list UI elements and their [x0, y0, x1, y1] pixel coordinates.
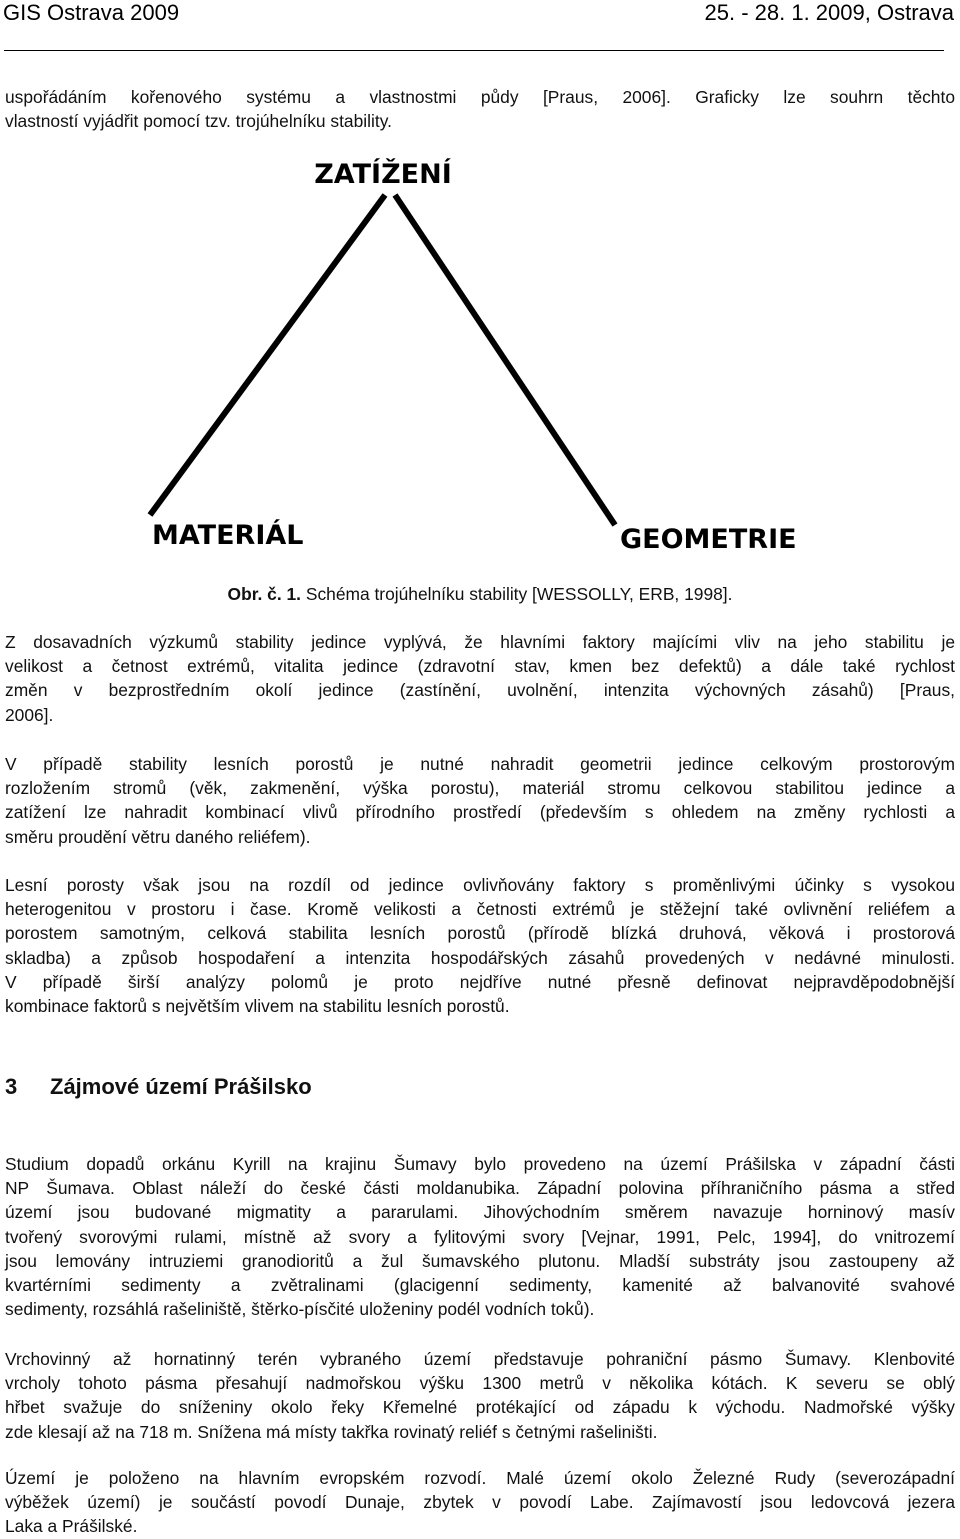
triangle-right-side: [395, 195, 615, 525]
paragraph-2: [5, 752, 955, 849]
text-line: rozložením stromů (věk, zakmenění, výška porostu), materiál stromu celkovou stabilitou jedince a: [5, 778, 955, 799]
text-line: NP Šumava. Oblast náleží do české části moldanubika. Západní polovina příhraničního pásma a střed: [5, 1178, 955, 1199]
text-line: tvořený svorovými rulami, místně až svory a fylitovými svory [Vejnar, 1991, Pelc, 1994], do vnitrozemí: [5, 1226, 955, 1247]
text-line: vrcholy tohoto pásma přesahují nadmořskou výšku 1300 metrů v několika kótách. K severu se oblý: [5, 1373, 955, 1394]
header-date: 25. - 28. 1. 2009, Ostrava: [704, 0, 954, 25]
section-heading: [5, 1074, 312, 1100]
caption-prefix: Obr. č. 1.: [227, 584, 302, 604]
paragraph-5: [5, 1347, 955, 1444]
text-line: V případě stability lesních porostů je nutné nahradit geometrii jedince celkovým prostorovým: [5, 754, 955, 774]
text-line: skladba) a způsob hospodaření a intenzita hospodářských zásahů provedených v nedávné minulosti.: [5, 947, 955, 968]
header-rule: [4, 50, 944, 51]
text-line: změn v bezprostředním okolí jedince (zastínění, uvolnění, intenzita výchovných zásahů) [Praus,: [5, 680, 955, 701]
text-line: uspořádáním kořenového systému a vlastnostmi půdy [Praus, 2006]. Graficky lze souhrn těchto: [5, 87, 955, 107]
header-conference: GIS Ostrava 2009: [3, 0, 180, 25]
text-line: území jsou budované migmatity a pararulami. Jihovýchodním směrem navazuje horninový masív: [5, 1202, 955, 1223]
text-line: kvartérními sedimenty a zvětralinami (glacigenní sedimenty, kamenité až balvanovité svahové: [5, 1275, 955, 1296]
label-material: MATERIÁL: [152, 520, 304, 551]
label-zatizeni: ZATÍŽENÍ: [314, 159, 452, 190]
text-line: vlastností vyjádřit pomocí tzv. trojúhelníku stability.: [5, 111, 392, 132]
text-line: výběžek území) je součástí povodí Dunaje, zbytek v povodí Labe. Zajímavostí jsou ledovcová jezera: [5, 1492, 955, 1513]
text-line: Z dosavadních výzkumů stability jedince vyplývá, že hlavními faktory majícími vliv na jeho stabilitu je: [5, 632, 955, 652]
paragraph-6: [5, 1466, 955, 1539]
stability-triangle-figure: [140, 150, 820, 570]
page-header: [0, 0, 960, 28]
text-line: hřbet svažuje do sníženiny okolo řeky Křemelné protékající od západu k východu. Nadmořské výšky: [5, 1397, 955, 1418]
section-number: 3: [5, 1074, 18, 1099]
text-line: Území je položeno na hlavním evropském rozvodí. Malé území okolo Železné Rudy (severozápadní: [5, 1468, 955, 1488]
text-line: jsou lemovány intruziemi granodioritů a žul šumavského plutonu. Mladší substráty jsou zastoupeny až: [5, 1250, 955, 1271]
figure-caption: [0, 584, 960, 605]
triangle-left-side: [150, 195, 385, 515]
text-line: V případě širší analýzy polomů je proto nejdříve nutné přesně definovat nejpravděpodobnější: [5, 971, 955, 992]
section-title: Zájmové území Prášilsko: [50, 1074, 312, 1099]
paragraph-1: [5, 630, 955, 727]
paragraph-3: [5, 873, 955, 1018]
text-line: 2006].: [5, 704, 54, 725]
label-geometrie: GEOMETRIE: [620, 524, 797, 555]
text-line: zatížení lze nahradit kombinací vlivů přírodního prostředí (především s ohledem na změny rychlosti a: [5, 802, 955, 823]
text-line: Lesní porosty však jsou na rozdíl od jedince ovlivňovány faktory s proměnlivými účinky s vysokou: [5, 875, 955, 895]
caption-text: Schéma trojúhelníku stability [WESSOLLY, ERB, 1998].: [301, 584, 733, 604]
text-line: porostem samotným, celková stabilita lesních porostů (přírodě blízká druhová, věková i prostorová: [5, 923, 955, 944]
paragraph-4: [5, 1152, 955, 1321]
text-line: Studium dopadů orkánu Kyrill na krajinu Šumavy bylo provedeno na území Prášilska v západní části: [5, 1154, 955, 1174]
text-line: Laka a Prášilské.: [5, 1516, 138, 1537]
text-line: kombinace faktorů s největším vlivem na stabilitu lesních porostů.: [5, 996, 510, 1017]
intro-paragraph: [5, 85, 955, 133]
text-line: Vrchovinný až hornatinný terén vybraného území představuje pohraniční pásmo Šumavy. Klenbovité: [5, 1349, 955, 1369]
text-line: směru proudění větru daného reliéfem).: [5, 826, 311, 847]
text-line: zde klesají až na 718 m. Snížena má místy takřka rovinatý reliéf s četnými rašeliništi.: [5, 1421, 658, 1442]
text-line: velikost a četnost extrémů, vitalita jedince (zdravotní stav, kmen bez defektů) a dále také rychlost: [5, 656, 955, 677]
text-line: sedimenty, rozsáhlá rašeliniště, štěrko-písčité uloženiny podél vodních toků).: [5, 1299, 595, 1320]
text-line: heterogenitou v prostoru i čase. Kromě velikosti a četnosti extrémů je stěžejní také ovlivnění reliéfem a: [5, 899, 955, 920]
